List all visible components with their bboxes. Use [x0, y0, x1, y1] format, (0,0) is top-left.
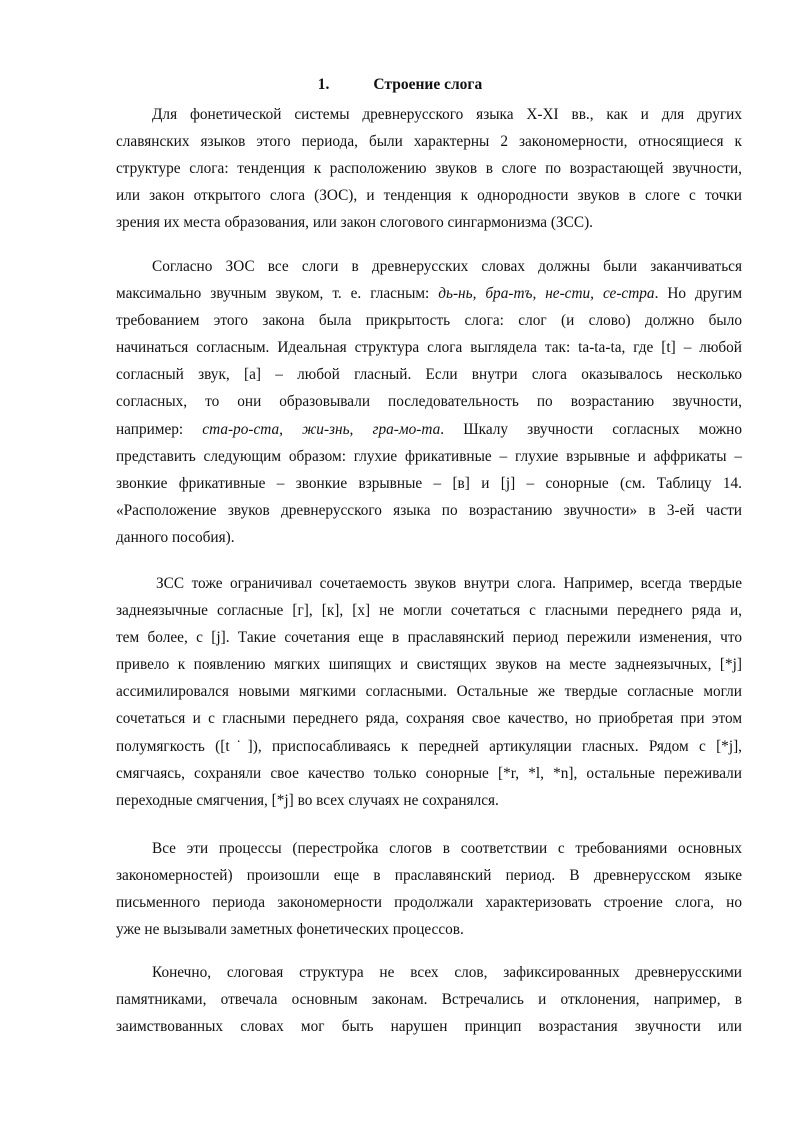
- text-line: ассимилировался новыми мягкими согласными. Остальные же твердые согласные могли: [116, 683, 742, 701]
- text-line: закономерностей) произошли еще в праславянский период. В древнерусском языке: [116, 867, 742, 885]
- text-line: славянских языков этого периода, были характерны 2 закономерности, относящиеся к: [116, 133, 742, 151]
- text-line: [116, 416, 742, 443]
- section-title: Строение слога: [373, 76, 483, 93]
- text-line: заднеязычные согласные [г], [к], [х] не могли сочетаться с гласными переднего ряда и,: [116, 602, 742, 620]
- section-number: 1.: [317, 76, 330, 93]
- text-line: тем более, с [j]. Такие сочетания еще в праславянский период пережили изменения, что: [116, 629, 742, 647]
- text-line: звонкие фрикативные – звонкие взрывные – [в] и [j] – сонорные (см. Таблицу 14.: [116, 474, 742, 492]
- text-run: максимально звучным звуком, т. е. гласным:: [116, 285, 439, 303]
- paragraph-4: [116, 835, 742, 943]
- text-line: данного пособия).: [116, 528, 235, 546]
- text-line: заимствованных словах мог быть нарушен принцип возрастания звучности или: [116, 1018, 742, 1036]
- text-line: требованием этого закона была прикрытость слога: слог (и слово) должно было: [116, 312, 742, 330]
- example-words: дь-нь, бра-тъ, не-сти, се-стра: [438, 285, 655, 303]
- example-words: ста-ро-ста, жи-знь, гра-мо-та: [202, 420, 441, 438]
- text-line: памятниками, отвечала основным законам. Встречались и отклонения, например, в: [116, 991, 742, 1009]
- section-heading: [0, 76, 800, 94]
- text-line: ЗСС тоже ограничивал сочетаемость звуков внутри слога. Например, всегда твердые: [156, 575, 742, 592]
- text-line: или закон открытого слога (ЗОС), и тенденция к однородности звуков в слоге с точки: [116, 187, 742, 205]
- text-line: Конечно, слоговая структура не всех слов, зафиксированных древнерусскими: [152, 964, 742, 981]
- text-line: представить следующим образом: глухие фрикативные – глухие взрывные и аффрикаты –: [116, 447, 742, 465]
- text-line: привело к появлению мягких шипящих и свистящих звуков на месте заднеязычных, [*j]: [116, 656, 742, 674]
- paragraph-3: [116, 570, 742, 814]
- text-line: уже не вызывали заметных фонетических процессов.: [116, 921, 464, 939]
- text-line: Все эти процессы (перестройка слогов в соответствии с требованиями основных: [152, 840, 742, 857]
- text-line: Согласно ЗОС все слоги в древнерусских словах должны были заканчиваться: [152, 258, 742, 275]
- text-line: согласных, то они образовывали последовательность по возрастанию звучности,: [116, 393, 742, 411]
- text-run: например:: [116, 420, 203, 438]
- text-line: смягчаясь, сохраняли свое качество только сонорные [*r, *l, *n], остальные переживали: [116, 764, 742, 782]
- text-line: структуре слога: тенденция к расположению звуков в слоге по возрастающей звучности,: [116, 160, 742, 178]
- paragraph-2: [116, 253, 742, 551]
- text-line: Для фонетической системы древнерусского языка X-XI вв., как и для других: [152, 106, 742, 123]
- paragraph-5: [116, 959, 742, 1040]
- text-line: [116, 280, 742, 307]
- text-line: полумягкость ([t˙]), приспосабливаясь к передней артикуляции гласных. Рядом с [*j],: [116, 737, 742, 755]
- text-line: сочетаться и с гласными переднего ряда, сохраняя свое качество, но приобретая при этом: [116, 710, 742, 728]
- text-line: начинаться согласным. Идеальная структура слога выглядела так: ta-ta-ta, где [t] – любой: [116, 339, 742, 357]
- paragraph-1: [116, 101, 742, 236]
- text-line: переходные смягчения, [*j] во всех случаях не сохранялся.: [116, 791, 499, 809]
- text-run: . Но другим: [654, 285, 743, 303]
- text-line: «Расположение звуков древнерусского языка по возрастанию звучности» в 3-ей части: [116, 501, 742, 519]
- text-line: согласный звук, [а] – любой гласный. Если внутри слога оказывалось несколько: [116, 366, 742, 384]
- text-line: письменного периода закономерности продолжали характеризовать строение слога, но: [116, 894, 742, 912]
- text-run: . Шкалу звучности согласных можно: [440, 420, 742, 438]
- text-line: зрения их места образования, или закон слогового сингармонизма (ЗСС).: [116, 214, 593, 232]
